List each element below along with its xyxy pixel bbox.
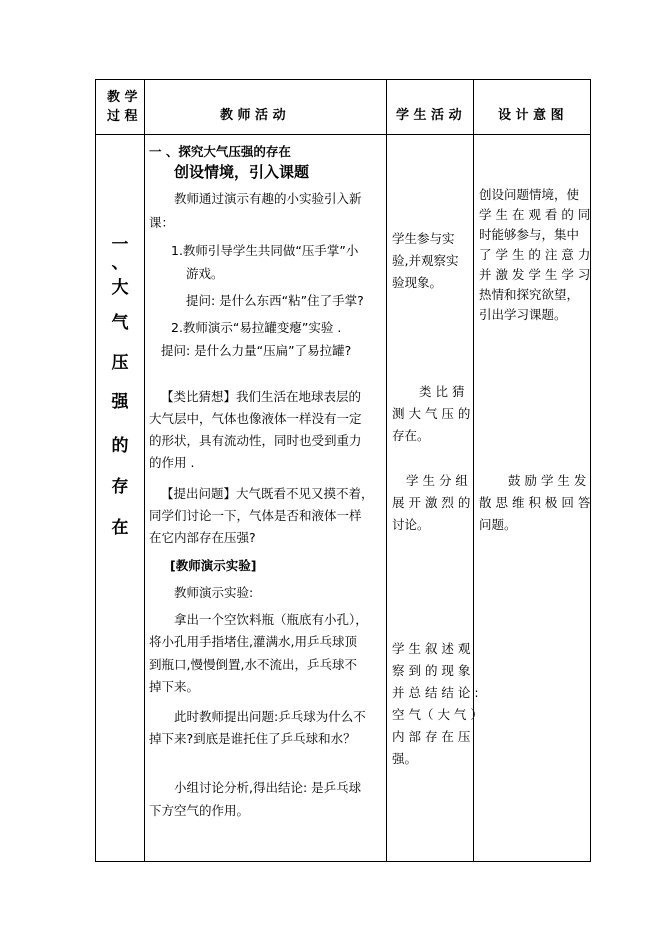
student-text: 类 比 猜 [419, 384, 465, 399]
student-text: 内 部 存 在 压 [392, 729, 471, 744]
design-text: 学 生 在 观 看 的 同 [479, 207, 591, 222]
student-text: 展 开 激 烈 的 [392, 495, 471, 510]
design-text: 散 思 维 积 极 回 答 [479, 495, 591, 510]
stage-char: 一 [111, 235, 129, 255]
student-text: 测 大 气 压 的 [392, 406, 471, 421]
student-text: 强。 [392, 751, 418, 766]
teacher-text: 【类比猜想】我们生活在地球表层的 [161, 389, 362, 404]
stage-char: 大 [111, 278, 129, 298]
design-text: 鼓 励 学 生 发 [508, 473, 587, 488]
teacher-text: 下方空气的作用。 [149, 803, 250, 818]
student-text: 察 到 的 现 象 [392, 663, 471, 678]
teacher-text: 大气层中，气体也像液体一样没有一定 [149, 411, 362, 426]
stage-char: 强 [111, 392, 129, 412]
teacher-text: 2.教师演示“易拉罐变瘪”实验 . [171, 320, 342, 335]
teacher-text: 提问: 是什么力量“压扁”了易拉罐? [161, 343, 352, 358]
teacher-text: 教师通过演示有趣的小实验引入新 [174, 191, 362, 206]
column-divider [473, 80, 474, 861]
design-text: 时能够参与，集中 [479, 227, 580, 242]
design-text: 热情和探究欲望， [479, 287, 580, 302]
student-text: 学 生 分 组 [406, 473, 468, 488]
header-design-intent: 设 计 意 图 [498, 108, 564, 123]
teacher-text: 课： [149, 215, 175, 230]
design-text: 创设问题情境，使 [479, 187, 580, 202]
student-text: 学生参与实 [392, 231, 455, 246]
header-process-line2: 过 程 [107, 109, 138, 124]
teacher-text: 的形状，具有流动性，同时也受到重力 [149, 433, 362, 448]
teacher-text: 同学们讨论一下，气体是否和液体一样 [149, 508, 362, 523]
teacher-text: 小组讨论分析,得出结论: 是乒乓球 [174, 780, 362, 795]
teacher-text: 将小孔用手指堵住,灌满水,用乒乓球顶 [149, 634, 357, 649]
design-text: 并 激 发 学 生 学 习 [479, 267, 591, 282]
column-divider [144, 80, 145, 861]
teacher-text: 教师演示实验: [174, 585, 254, 600]
student-text: 验,并观察实 [392, 253, 459, 268]
teacher-text: 掉下来。 [149, 679, 200, 694]
student-text: 讨论。 [392, 517, 430, 532]
stage-char: 气 [111, 313, 129, 333]
teacher-text: 的作用 . [149, 455, 195, 470]
teacher-text: 【提出问题】大气既看不见又摸不着， [161, 486, 374, 501]
stage-char: 、 [111, 253, 129, 273]
teacher-text: 到瓶口,慢慢倒置,水不流出，乒乓球不 [149, 657, 357, 672]
header-student-activity: 学 生 活 动 [396, 108, 462, 123]
design-text: 问题。 [479, 517, 517, 532]
column-divider [386, 80, 387, 861]
section-subheading: 创设情境，引入课题 [174, 163, 310, 181]
teacher-text: 拿出一个空饮料瓶（瓶底有小孔）， [174, 612, 368, 627]
header-divider [96, 134, 590, 135]
teacher-text: 提问: 是什么东西“粘”住了手掌? [186, 293, 364, 308]
design-text: 了 学 生 的 注 意 力 [479, 247, 591, 262]
section-heading: 一 、探究大气压强的存在 [149, 144, 291, 159]
student-text: 学 生 叙 述 观 [392, 641, 471, 656]
header-teacher-activity: 教 师 活 动 [220, 108, 286, 123]
stage-char: 压 [111, 353, 129, 373]
teacher-text: 掉下来?到底是谁托住了乒乓球和水？ [149, 731, 356, 746]
demo-heading: [教师演示实验] [170, 558, 257, 573]
teacher-text: 在它内部存在压强? [149, 530, 256, 545]
stage-char: 的 [111, 436, 129, 456]
lesson-plan-table [95, 79, 591, 862]
stage-char: 存 [111, 477, 129, 497]
header-process-line1: 教 学 [107, 90, 138, 105]
teacher-text: 1.教师引导学生共同做“压手掌”小 [171, 243, 359, 258]
student-text: 并 总 结 结 论 : [392, 685, 479, 700]
teacher-text: 此时教师提出问题:乒乓球为什么不 [174, 709, 366, 724]
student-text: 空 气（ 大 气 ） [392, 707, 483, 722]
teacher-text: 游戏。 [186, 266, 224, 281]
student-text: 存在。 [392, 428, 430, 443]
design-text: 引出学习课题。 [479, 307, 567, 322]
stage-char: 在 [111, 518, 129, 538]
student-text: 验现象。 [392, 275, 443, 290]
